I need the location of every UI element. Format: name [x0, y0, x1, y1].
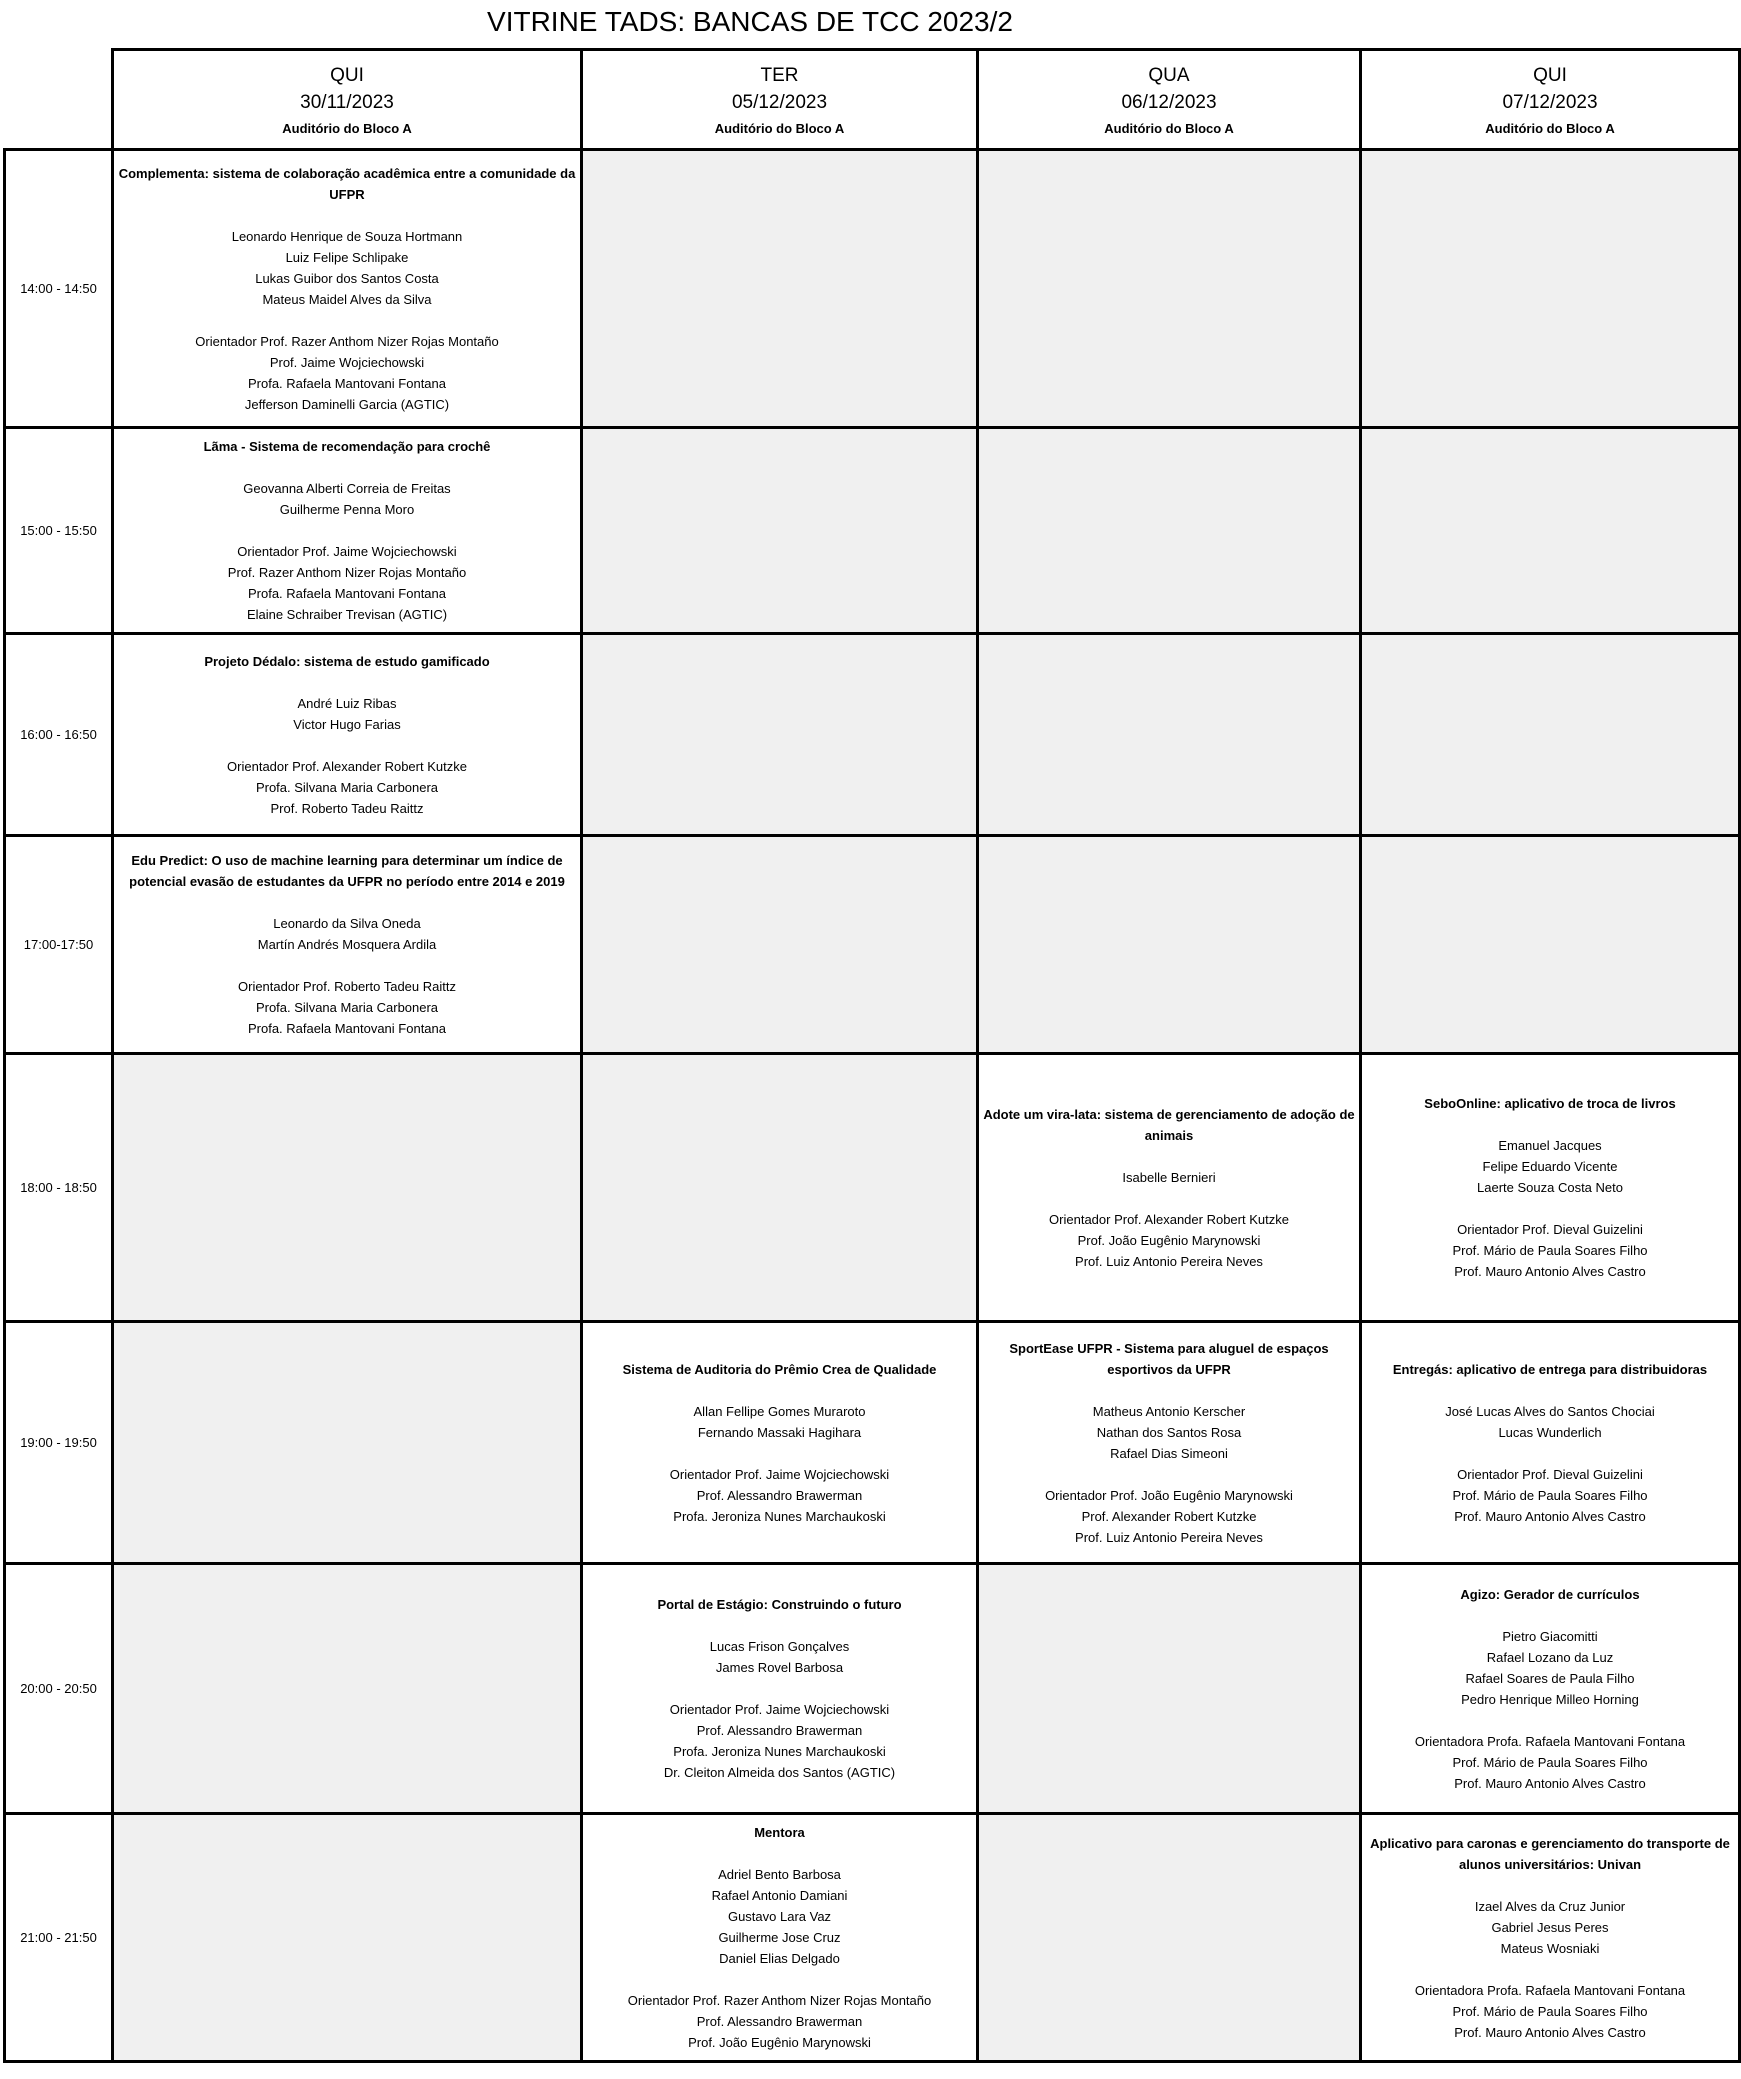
committee-member: Orientadora Profa. Rafaela Mantovani Fontana — [1414, 1982, 1686, 1998]
session-committee — [114, 331, 580, 415]
session-title: Portal de Estágio: Construindo o futuro — [657, 1597, 902, 1612]
student-name: Martín Andrés Mosquera Ardila — [257, 937, 437, 952]
day-name: QUA — [1148, 64, 1190, 86]
session-students — [1362, 1135, 1738, 1198]
student-name: Rafael Soares de Paula Filho — [1465, 1670, 1635, 1686]
student-name: Mateus Maidel Alves da Silva — [262, 291, 432, 307]
student-name: José Lucas Alves do Santos Chociai — [1445, 1403, 1655, 1419]
student-name: Fernando Massaki Hagihara — [697, 1424, 862, 1440]
day-location: Auditório do Bloco A — [282, 120, 412, 136]
time-slot-label: 15:00 - 15:50 — [5, 428, 113, 634]
session-cell — [978, 1054, 1361, 1322]
empty-session-cell — [978, 1814, 1361, 2062]
session-title: Agizo: Gerador de currículos — [1460, 1586, 1640, 1602]
student-name: Gustavo Lara Vaz — [727, 1909, 832, 1924]
session-cell — [113, 150, 582, 428]
session-students — [1362, 1896, 1738, 1959]
page-title: VITRINE TADS: BANCAS DE TCC 2023/2 — [487, 6, 1013, 37]
empty-session-cell — [582, 634, 978, 836]
session-students — [1362, 1626, 1738, 1710]
session-cell — [978, 1322, 1361, 1564]
time-slot-label: 19:00 - 19:50 — [5, 1322, 113, 1564]
session-students — [114, 226, 580, 310]
student-name: Adriel Bento Barbosa — [718, 1867, 841, 1882]
student-name: Allan Fellipe Gomes Muraroto — [693, 1403, 866, 1419]
session-title: Entregás: aplicativo de entrega para distribuidoras — [1392, 1361, 1708, 1377]
session-students — [114, 913, 580, 955]
session-students — [583, 1636, 976, 1678]
day-location: Auditório do Bloco A — [1104, 120, 1234, 136]
student-name: Rafael Dias Simeoni — [1110, 1445, 1228, 1461]
day-name: TER — [760, 64, 799, 86]
empty-session-cell — [582, 1054, 978, 1322]
session-students — [1362, 1401, 1738, 1443]
day-header-ter-05-12 — [582, 50, 978, 150]
committee-member: Orientador Prof. Alexander Robert Kutzke — [227, 758, 467, 774]
student-name: Geovanna Alberti Correia de Freitas — [243, 481, 451, 496]
committee-member: Prof. Alessandro Brawerman — [696, 2014, 863, 2029]
session-committee — [114, 756, 580, 819]
schedule-row — [5, 428, 1740, 634]
header-row — [5, 50, 1740, 150]
committee-member: Prof. Jaime Wojciechowski — [269, 354, 425, 370]
session-cell — [582, 1322, 978, 1564]
empty-session-cell — [1361, 428, 1740, 634]
session-committee — [979, 1485, 1359, 1548]
committee-member: Prof. Mauro Antonio Alves Castro — [1454, 1264, 1646, 1279]
schedule-row — [5, 836, 1740, 1054]
student-name: Gabriel Jesus Peres — [1491, 1919, 1609, 1935]
day-header-qua-06-12 — [978, 50, 1361, 150]
committee-member: Prof. João Eugênio Marynowski — [688, 2035, 871, 2050]
schedule-row — [5, 1054, 1740, 1322]
student-name: Felipe Eduardo Vicente — [1482, 1159, 1618, 1174]
day-name: QUI — [330, 64, 364, 86]
day-name: QUI — [1533, 64, 1567, 86]
session-cell — [113, 634, 582, 836]
time-slot-label: 18:00 - 18:50 — [5, 1054, 113, 1322]
committee-member: Prof. Luiz Antonio Pereira Neves — [1075, 1253, 1263, 1269]
session-cell — [1361, 1564, 1740, 1814]
day-date: 06/12/2023 — [1121, 91, 1217, 113]
session-committee — [583, 1699, 976, 1783]
committee-member: Orientador Prof. Jaime Wojciechowski — [669, 1466, 890, 1482]
committee-member: Profa. Silvana Maria Carbonera — [255, 779, 439, 795]
session-committee — [1362, 1219, 1738, 1282]
committee-member: Jefferson Daminelli Garcia (AGTIC) — [244, 396, 450, 412]
empty-session-cell — [582, 150, 978, 428]
committee-member: Orientador Prof. Dieval Guizelini — [1457, 1222, 1643, 1237]
student-name: Guilherme Penna Moro — [279, 502, 415, 517]
committee-member: Orientador Prof. Dieval Guizelini — [1457, 1466, 1643, 1482]
session-committee — [979, 1209, 1359, 1272]
day-header-qui-07-12 — [1361, 50, 1740, 150]
student-name: Mateus Wosniaki — [1500, 1940, 1600, 1956]
schedule-row — [5, 1814, 1740, 2062]
student-name: Pietro Giacomitti — [1502, 1628, 1598, 1644]
session-cell — [113, 428, 582, 634]
session-title: Lãma - Sistema de recomendação para crochê — [203, 439, 491, 454]
empty-session-cell — [978, 836, 1361, 1054]
committee-member: Prof. Mauro Antonio Alves Castro — [1454, 1508, 1646, 1524]
empty-session-cell — [113, 1814, 582, 2062]
committee-member: Prof. Roberto Tadeu Raittz — [270, 800, 424, 816]
session-committee — [114, 541, 580, 625]
day-location: Auditório do Bloco A — [1485, 120, 1615, 136]
committee-member: Dr. Cleiton Almeida dos Santos (AGTIC) — [663, 1765, 896, 1780]
day-header-qui-30-11 — [113, 50, 582, 150]
committee-member: Orientador Prof. Jaime Wojciechowski — [669, 1702, 890, 1717]
time-slot-label: 20:00 - 20:50 — [5, 1564, 113, 1814]
session-title: Aplicativo para caronas e gerenciamento do transporte de alunos universitários: Univan — [1370, 1835, 1730, 1872]
student-name: Rafael Lozano da Luz — [1486, 1649, 1614, 1665]
session-committee — [1362, 1731, 1738, 1794]
session-committee — [583, 1990, 976, 2053]
student-name: Leonardo Henrique de Souza Hortmann — [231, 228, 463, 244]
committee-member: Prof. Mário de Paula Soares Filho — [1452, 1487, 1648, 1503]
student-name: Matheus Antonio Kerscher — [1092, 1403, 1246, 1419]
student-name: Laerte Souza Costa Neto — [1477, 1180, 1623, 1195]
committee-member: Prof. Mário de Paula Soares Filho — [1452, 1754, 1648, 1770]
session-cell — [1361, 1054, 1740, 1322]
session-committee — [1362, 1980, 1738, 2043]
committee-member: Orientador Prof. Razer Anthom Nizer Rojas Montaño — [627, 1993, 932, 2008]
student-name: Daniel Elias Delgado — [719, 1951, 840, 1966]
time-slot-label: 17:00-17:50 — [5, 836, 113, 1054]
empty-session-cell — [978, 428, 1361, 634]
student-name: Lukas Guibor dos Santos Costa — [255, 270, 439, 286]
session-cell — [582, 1814, 978, 2062]
student-name: Luiz Felipe Schlipake — [285, 249, 409, 265]
empty-session-cell — [1361, 634, 1740, 836]
session-committee — [583, 1464, 976, 1527]
committee-member: Prof. Alessandro Brawerman — [696, 1487, 863, 1503]
session-title: SportEase UFPR - Sistema para aluguel de espaços esportivos da UFPR — [1009, 1340, 1329, 1377]
session-students — [114, 478, 580, 520]
committee-member: Orientador Prof. João Eugênio Marynowski — [1045, 1487, 1293, 1503]
student-name: James Rovel Barbosa — [715, 1660, 844, 1675]
session-title: Edu Predict: O uso de machine learning para determinar um índice de potencial evasão de estudantes da UFPR no período entre 2014 e 2019 — [129, 853, 565, 889]
empty-session-cell — [1361, 836, 1740, 1054]
student-name: Izael Alves da Cruz Junior — [1474, 1898, 1626, 1914]
committee-member: Prof. Razer Anthom Nizer Rojas Montaño — [227, 565, 467, 580]
committee-member: Elaine Schraiber Trevisan (AGTIC) — [246, 607, 448, 622]
session-title: Sistema de Auditoria do Prêmio Crea de Qualidade — [622, 1361, 937, 1377]
session-cell — [1361, 1322, 1740, 1564]
committee-member: Prof. Mauro Antonio Alves Castro — [1454, 1775, 1646, 1791]
schedule-row — [5, 634, 1740, 836]
empty-session-cell — [582, 836, 978, 1054]
student-name: Leonardo da Silva Oneda — [273, 916, 421, 931]
session-title: Projeto Dédalo: sistema de estudo gamificado — [204, 653, 490, 669]
committee-member: Prof. Luiz Antonio Pereira Neves — [1075, 1529, 1263, 1545]
empty-session-cell — [113, 1322, 582, 1564]
committee-member: Orientadora Profa. Rafaela Mantovani Fontana — [1414, 1733, 1686, 1749]
empty-session-cell — [978, 634, 1361, 836]
committee-member: Orientador Prof. Razer Anthom Nizer Rojas Montaño — [195, 333, 499, 349]
committee-member: Profa. Jeroniza Nunes Marchaukoski — [673, 1508, 886, 1524]
student-name: Nathan dos Santos Rosa — [1096, 1424, 1242, 1440]
session-students — [114, 693, 580, 735]
empty-session-cell — [113, 1564, 582, 1814]
committee-member: Profa. Jeroniza Nunes Marchaukoski — [673, 1744, 886, 1759]
session-committee — [1362, 1464, 1738, 1527]
committee-member: Orientador Prof. Alexander Robert Kutzke — [1049, 1211, 1289, 1227]
committee-member: Prof. Mário de Paula Soares Filho — [1452, 2003, 1648, 2019]
session-title: Complementa: sistema de colaboração acadêmica entre a comunidade da UFPR — [118, 165, 576, 202]
committee-member: Prof. Mauro Antonio Alves Castro — [1454, 2024, 1646, 2040]
committee-member: Profa. Rafaela Mantovani Fontana — [247, 586, 446, 601]
empty-session-cell — [978, 150, 1361, 428]
time-slot-label: 21:00 - 21:50 — [5, 1814, 113, 2062]
committee-member: Orientador Prof. Roberto Tadeu Raittz — [238, 979, 456, 994]
day-date: 05/12/2023 — [731, 91, 828, 113]
committee-member: Prof. Mário de Paula Soares Filho — [1452, 1243, 1648, 1258]
schedule-row — [5, 1322, 1740, 1564]
session-cell — [113, 836, 582, 1054]
session-students — [979, 1401, 1359, 1464]
student-name: Lucas Frison Gonçalves — [709, 1639, 850, 1654]
session-title: Mentora — [754, 1825, 805, 1840]
schedule-table — [3, 48, 1741, 2063]
corner-cell — [5, 50, 113, 150]
student-name: André Luiz Ribas — [297, 695, 397, 711]
committee-member: Profa. Rafaela Mantovani Fontana — [247, 375, 446, 391]
empty-session-cell — [582, 428, 978, 634]
student-name: Emanuel Jacques — [1498, 1138, 1602, 1153]
committee-member: Prof. Alessandro Brawerman — [696, 1723, 863, 1738]
student-name: Victor Hugo Farias — [293, 716, 401, 732]
day-date: 07/12/2023 — [1502, 91, 1598, 113]
session-students — [979, 1167, 1359, 1188]
empty-session-cell — [1361, 150, 1740, 428]
empty-session-cell — [113, 1054, 582, 1322]
committee-member: Prof. João Eugênio Marynowski — [1077, 1232, 1261, 1248]
session-title: SeboOnline: aplicativo de troca de livros — [1424, 1096, 1676, 1111]
session-students — [583, 1864, 976, 1969]
time-slot-label: 14:00 - 14:50 — [5, 150, 113, 428]
schedule-row — [5, 1564, 1740, 1814]
committee-member: Profa. Rafaela Mantovani Fontana — [247, 1021, 446, 1036]
committee-member: Orientador Prof. Jaime Wojciechowski — [237, 544, 457, 559]
student-name: Guilherme Jose Cruz — [718, 1930, 841, 1945]
session-students — [583, 1401, 976, 1443]
day-date: 30/11/2023 — [300, 91, 394, 113]
time-slot-label: 16:00 - 16:50 — [5, 634, 113, 836]
committee-member: Profa. Silvana Maria Carbonera — [255, 1000, 439, 1015]
schedule-row — [5, 150, 1740, 428]
empty-session-cell — [978, 1564, 1361, 1814]
student-name: Lucas Wunderlich — [1498, 1424, 1602, 1440]
committee-member: Prof. Alexander Robert Kutzke — [1081, 1508, 1257, 1524]
student-name: Rafael Antonio Damiani — [711, 1888, 848, 1903]
session-committee — [114, 976, 580, 1039]
student-name: Pedro Henrique Milleo Horning — [1461, 1691, 1639, 1707]
session-cell — [1361, 1814, 1740, 2062]
day-location: Auditório do Bloco A — [714, 120, 845, 136]
session-title: Adote um vira-lata: sistema de gerenciamento de adoção de animais — [983, 1106, 1355, 1143]
session-cell — [582, 1564, 978, 1814]
student-name: Isabelle Bernieri — [1122, 1169, 1216, 1185]
